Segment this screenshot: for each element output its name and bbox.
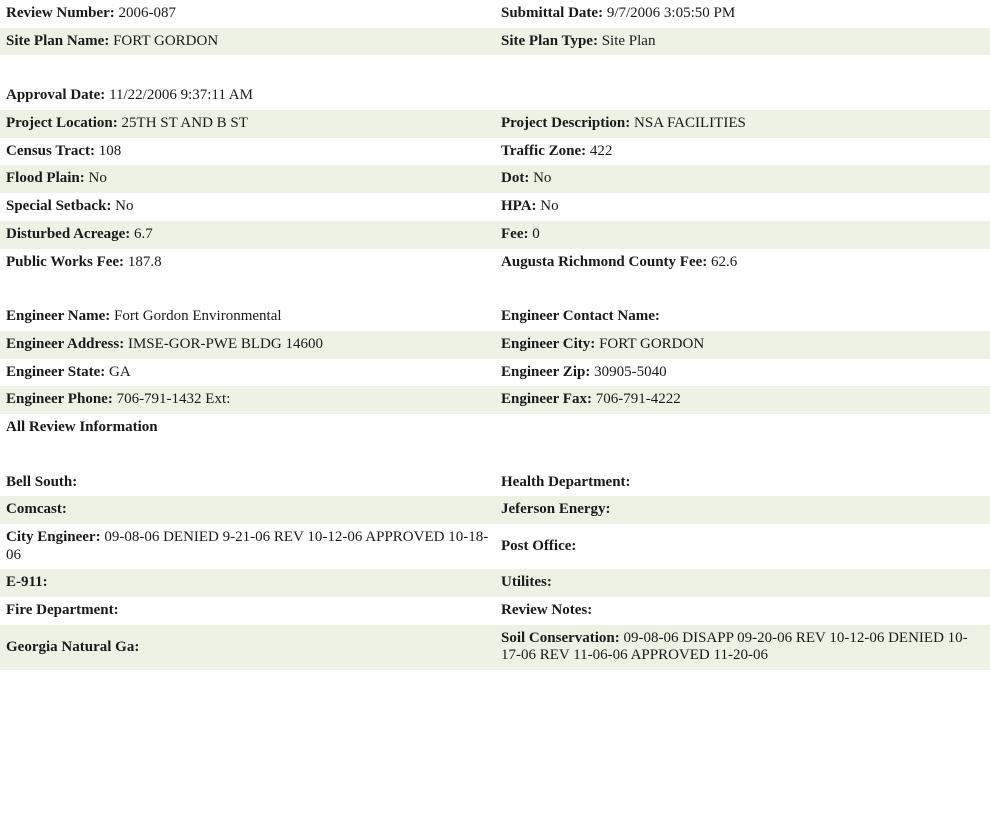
table-row bbox=[0, 597, 990, 625]
field-value: 187.8 bbox=[127, 253, 162, 270]
field-label: Engineer Zip: bbox=[501, 363, 591, 380]
table-row bbox=[0, 193, 990, 221]
field-label: Comcast: bbox=[6, 501, 67, 518]
table-row bbox=[0, 524, 990, 569]
field-jeferson-energy bbox=[495, 496, 990, 524]
field-value: 422 bbox=[589, 142, 613, 159]
field-engineer-city bbox=[495, 331, 990, 359]
field-label: Site Plan Name: bbox=[6, 32, 110, 49]
field-value: 2006-087 bbox=[118, 5, 176, 21]
table-row bbox=[0, 165, 990, 193]
field-label: Project Description: bbox=[501, 115, 631, 132]
field-value: 30905-5040 bbox=[594, 363, 667, 380]
table-row bbox=[0, 359, 990, 387]
field-label: Dot: bbox=[501, 170, 530, 187]
field-augusta-richmond-county-fee bbox=[495, 249, 990, 277]
field-value: No bbox=[540, 198, 559, 215]
field-value: NSA FACILITIES bbox=[634, 115, 746, 132]
field-label: Augusta Richmond County Fee: bbox=[501, 253, 708, 270]
engineer-table bbox=[0, 303, 990, 468]
field-label: Submittal Date: bbox=[501, 5, 604, 21]
empty-cell bbox=[495, 82, 990, 110]
table-row bbox=[0, 496, 990, 524]
field-label: Disturbed Acreage: bbox=[6, 225, 131, 242]
field-hpa bbox=[495, 193, 990, 221]
field-disturbed-acreage bbox=[0, 221, 495, 249]
field-label: Soil Conservation: bbox=[501, 629, 620, 646]
field-public-works-fee bbox=[0, 249, 495, 277]
field-value: 6.7 bbox=[134, 225, 153, 242]
field-label: Special Setback: bbox=[6, 198, 112, 215]
field-fee bbox=[495, 221, 990, 249]
field-comcast bbox=[0, 496, 495, 524]
field-utilites bbox=[495, 569, 990, 597]
field-value: FORT GORDON bbox=[113, 32, 219, 49]
field-traffic-zone bbox=[495, 138, 990, 166]
field-value: 0 bbox=[532, 225, 540, 242]
field-value: 09-08-06 DENIED 9-21-06 REV 10-12-06 APPROVED 10-18-06 bbox=[6, 529, 489, 563]
field-project-location bbox=[0, 110, 495, 138]
field-value: Site Plan bbox=[601, 32, 656, 49]
field-approval-date bbox=[0, 82, 495, 110]
field-label: Post Office: bbox=[501, 537, 577, 554]
field-dot bbox=[495, 165, 990, 193]
field-engineer-zip bbox=[495, 359, 990, 387]
field-label: Bell South: bbox=[6, 473, 78, 490]
field-submittal-date bbox=[495, 0, 990, 28]
field-georgia-natural-gas bbox=[0, 625, 495, 670]
field-label: Engineer Address: bbox=[6, 335, 125, 352]
table-row bbox=[0, 82, 990, 110]
field-project-description bbox=[495, 110, 990, 138]
field-soil-conservation bbox=[495, 625, 990, 670]
table-row bbox=[0, 110, 990, 138]
field-label: Flood Plain: bbox=[6, 170, 85, 187]
field-flood-plain bbox=[0, 165, 495, 193]
field-value: No bbox=[115, 198, 134, 215]
field-label: Health Department: bbox=[501, 473, 631, 490]
field-label: Project Location: bbox=[6, 115, 118, 132]
section-title-row bbox=[0, 414, 990, 442]
field-value: 108 bbox=[98, 142, 122, 159]
field-engineer-contact-name bbox=[495, 303, 990, 331]
field-fire-department bbox=[0, 597, 495, 625]
field-value: 11/22/2006 9:37:11 AM bbox=[109, 87, 253, 104]
table-row bbox=[0, 28, 990, 56]
field-label: Engineer Fax: bbox=[501, 391, 592, 408]
field-label: E-911: bbox=[6, 574, 48, 591]
table-row bbox=[0, 303, 990, 331]
field-value: 25TH ST AND B ST bbox=[121, 115, 248, 132]
field-label: City Engineer: bbox=[6, 529, 101, 545]
field-engineer-phone bbox=[0, 386, 495, 414]
field-value: GA bbox=[109, 363, 131, 380]
field-value: IMSE-GOR-PWE BLDG 14600 bbox=[127, 335, 323, 352]
field-value: No bbox=[533, 170, 552, 187]
field-label: Engineer City: bbox=[501, 335, 596, 352]
spacer bbox=[0, 55, 990, 82]
field-value: No bbox=[88, 170, 107, 187]
field-label: Jeferson Energy: bbox=[501, 501, 611, 518]
field-label: Traffic Zone: bbox=[501, 142, 587, 159]
field-post-office bbox=[495, 524, 990, 569]
spacer bbox=[0, 442, 990, 469]
table-row bbox=[0, 138, 990, 166]
field-site-plan-type bbox=[495, 28, 990, 56]
table-row bbox=[0, 386, 990, 414]
table-row bbox=[0, 331, 990, 359]
field-e911 bbox=[0, 569, 495, 597]
field-value: FORT GORDON bbox=[599, 335, 705, 352]
field-label: Approval Date: bbox=[6, 87, 106, 104]
field-special-setback bbox=[0, 193, 495, 221]
field-label: Utilites: bbox=[501, 574, 552, 591]
project-details-table bbox=[0, 82, 990, 303]
field-value: 706-791-4222 bbox=[595, 391, 681, 408]
table-row bbox=[0, 625, 990, 670]
field-label: Fire Department: bbox=[6, 602, 119, 619]
field-label: Engineer State: bbox=[6, 363, 106, 380]
field-value: 09-08-06 DISAPP 09-20-06 REV 10-12-06 DENIED 10-17-06 REV 11-06-06 APPROVED 11-20-06 bbox=[501, 629, 968, 664]
field-value: 9/7/2006 3:05:50 PM bbox=[606, 5, 736, 21]
field-engineer-name bbox=[0, 303, 495, 331]
spacer bbox=[0, 276, 990, 303]
field-label: Fee: bbox=[501, 225, 529, 242]
review-information-table bbox=[0, 469, 990, 671]
table-row bbox=[0, 569, 990, 597]
field-site-plan-name bbox=[0, 28, 495, 56]
field-review-number bbox=[0, 0, 495, 28]
table-row bbox=[0, 221, 990, 249]
field-engineer-address bbox=[0, 331, 495, 359]
field-engineer-fax bbox=[495, 386, 990, 414]
field-label: Engineer Name: bbox=[6, 308, 111, 325]
summary-table bbox=[0, 0, 990, 82]
field-label: Engineer Contact Name: bbox=[501, 308, 660, 325]
field-label: Public Works Fee: bbox=[6, 253, 125, 270]
field-value: 706-791-1432 Ext: bbox=[116, 391, 231, 408]
field-bell-south bbox=[0, 469, 495, 497]
field-label: Engineer Phone: bbox=[6, 391, 113, 408]
review-section-title: All Review Information bbox=[0, 414, 990, 442]
field-review-notes bbox=[495, 597, 990, 625]
field-engineer-state bbox=[0, 359, 495, 387]
table-row bbox=[0, 469, 990, 497]
field-city-engineer bbox=[0, 524, 495, 569]
field-census-tract bbox=[0, 138, 495, 166]
field-label: Census Tract: bbox=[6, 142, 96, 159]
field-label: Review Number: bbox=[6, 5, 115, 21]
field-label: Site Plan Type: bbox=[501, 32, 598, 49]
table-row bbox=[0, 249, 990, 277]
field-value: Fort Gordon Environmental bbox=[114, 308, 282, 325]
field-value: 62.6 bbox=[711, 253, 738, 270]
field-label: Review Notes: bbox=[501, 602, 593, 619]
field-health-department bbox=[495, 469, 990, 497]
field-label: HPA: bbox=[501, 198, 537, 215]
field-label: Georgia Natural Ga: bbox=[6, 638, 140, 655]
table-row bbox=[0, 0, 990, 28]
